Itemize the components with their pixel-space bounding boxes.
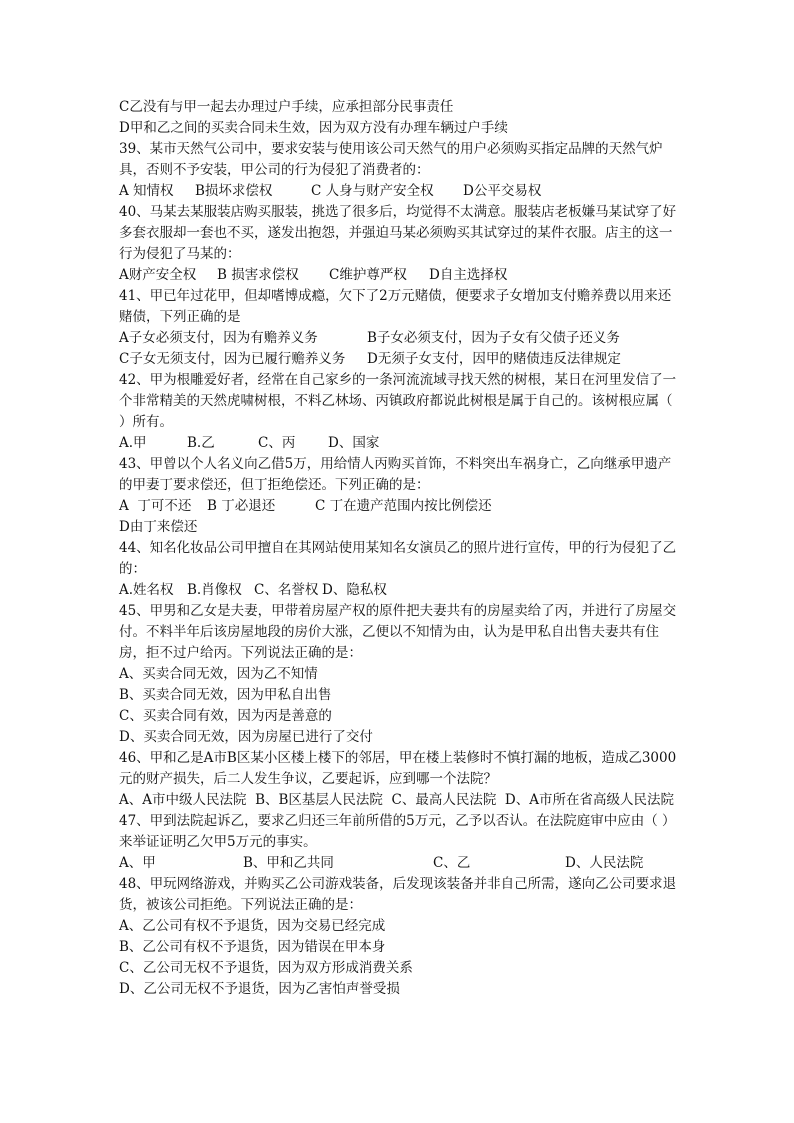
option-c: C、丙	[258, 435, 296, 451]
option-a: A 丁可不还	[119, 498, 192, 514]
option-c: C 丁在遗产范围内按比例偿还	[315, 498, 492, 514]
question-40-options	[119, 265, 679, 286]
question-46-stem: 46、甲和乙是A市B区某小区楼上楼下的邻居，甲在楼上装修时不慎打漏的地板，造成乙3000元的财产损失，后二人发生争议，乙要起诉，应到哪一个法院？	[119, 750, 677, 787]
question-42-options	[119, 433, 679, 454]
option-b: B、乙公司有权不予退货，因为错误在甲本身	[119, 939, 386, 955]
option-a: A财产安全权	[119, 267, 197, 283]
option-b: B子女必须支付，因为子女有父债子还义务	[367, 330, 620, 346]
question-47-stem: 47、甲到法院起诉乙，要求乙归还三年前所借的5万元，乙予以否认。在法院庭审中应由（ ）来举证证明乙欠甲5万元的事实。	[119, 813, 676, 850]
option-b: B 损害求偿权	[217, 267, 299, 283]
option-a: A、买卖合同无效，因为乙不知情	[119, 666, 318, 682]
question-45-stem: 45、甲男和乙女是夫妻，甲带着房屋产权的原件把夫妻共有的房屋卖给了丙，并进行了房屋交付。不料半年后该房屋地段的房价大涨，乙便以不知情为由，认为是甲私自出售夫妻共有住房，拒不过户给丙。下列说法正确的是：	[119, 603, 677, 661]
option-d: D自主选择权	[429, 267, 508, 283]
option-d: D公平交易权	[463, 183, 542, 199]
question-40-stem: 40、马某去某服装店购买服装，挑选了很多后，均觉得不太满意。服装店老板嫌马某试穿了好多套衣服却一套也不买，遂发出抱怨，并强迫马某必须购买其试穿过的某件衣服。店主的这一行为侵犯了马某的：	[119, 204, 677, 262]
question-44-options	[119, 580, 679, 601]
option-a: A.姓名权	[119, 582, 174, 598]
option-d: D无须子女支付，因甲的赌债违反法律规定	[367, 351, 621, 367]
question-41-stem: 41、甲已年过花甲，但却嗜博成瘾，欠下了2万元赌债，便要求子女增加支付赡养费以用来还赌债，下列正确的是	[119, 288, 672, 325]
question-39-stem: 39、某市天然气公司中，要求安装与使用该公司天然气的用户必须购买指定品牌的天然气炉具，否则不予安装，甲公司的行为侵犯了消费者的：	[119, 141, 663, 178]
option-a: A.甲	[119, 435, 147, 451]
option-d: D、人民法院	[565, 855, 644, 871]
option-b: B.肖像权	[187, 582, 242, 598]
option-d: D、乙公司无权不予退货，因为乙害怕声誉受损	[119, 981, 400, 997]
question-48-stem: 48、甲玩网络游戏，并购买乙公司游戏装备，后发现该装备并非自己所需，遂向乙公司要求退货，被该公司拒绝。下列说法正确的是：	[119, 876, 677, 913]
option-c: C、买卖合同有效，因为丙是善意的	[119, 708, 332, 724]
option-b: B.乙	[187, 435, 215, 451]
question-list	[119, 97, 679, 1000]
option-c: C 人身与财产安全权	[311, 183, 434, 199]
question-43-stem: 43、甲曾以个人名义向乙借5万，用给情人丙购买首饰，不料突出车祸身亡，乙向继承甲遗产的甲妻丁要求偿还，但丁拒绝偿还。下列正确的是：	[119, 456, 672, 493]
option-d: D、买卖合同无效，因为房屋已进行了交付	[119, 729, 373, 745]
option-d: D、国家	[328, 435, 380, 451]
option-b: B、甲和乙共同	[243, 855, 334, 871]
question-42-stem: 42、甲为根雕爱好者，经常在自己家乡的一条河流流域寻找天然的树根，某日在河里发信了一个非常精美的天然虎啸树根，不料乙林场、丙镇政府都说此树根是属于自己的。该树根应属（ ）所有。	[119, 372, 677, 430]
option-a: A、乙公司有权不予退货，因为交易已经完成	[119, 918, 386, 934]
option-line: D甲和乙之间的买卖合同未生效，因为双方没有办理车辆过户手续	[119, 120, 508, 136]
option-c: C、乙公司无权不予退货，因为双方形成消费关系	[119, 960, 413, 976]
question-39-options	[119, 181, 679, 202]
question-44-stem: 44、知名化妆品公司甲擅自在其网站使用某知名女演员乙的照片进行宣传，甲的行为侵犯了乙的：	[119, 540, 677, 577]
option-d: D、隐私权	[322, 582, 387, 598]
question-41-options-cd	[119, 349, 679, 370]
option-a: A子女必须支付，因为有赡养义务	[119, 330, 318, 346]
option-b: B 丁必退还	[207, 498, 276, 514]
option-c: C子女无须支付，因为已履行赡养义务	[119, 351, 346, 367]
option-line: C乙没有与甲一起去办理过户手续，应承担部分民事责任	[119, 99, 454, 115]
option-c: C维护尊严权	[329, 267, 407, 283]
option-a: A、甲	[119, 855, 156, 871]
option-d: D由丁来偿还	[119, 519, 198, 535]
question-43-options	[119, 496, 679, 517]
question-41-options-ab	[119, 328, 679, 349]
option-c: C、名誉权	[254, 582, 319, 598]
option-a: A 知情权	[119, 183, 174, 199]
option-c: C、乙	[433, 855, 471, 871]
question-47-options	[119, 853, 679, 874]
option-b: B损坏求偿权	[195, 183, 273, 199]
question-46-options: A、A市中级人民法院 B、B区基层人民法院 C、最高人民法院 D、A市所在省高级人民法院	[119, 792, 674, 808]
option-b: B、买卖合同无效，因为甲私自出售	[119, 687, 332, 703]
